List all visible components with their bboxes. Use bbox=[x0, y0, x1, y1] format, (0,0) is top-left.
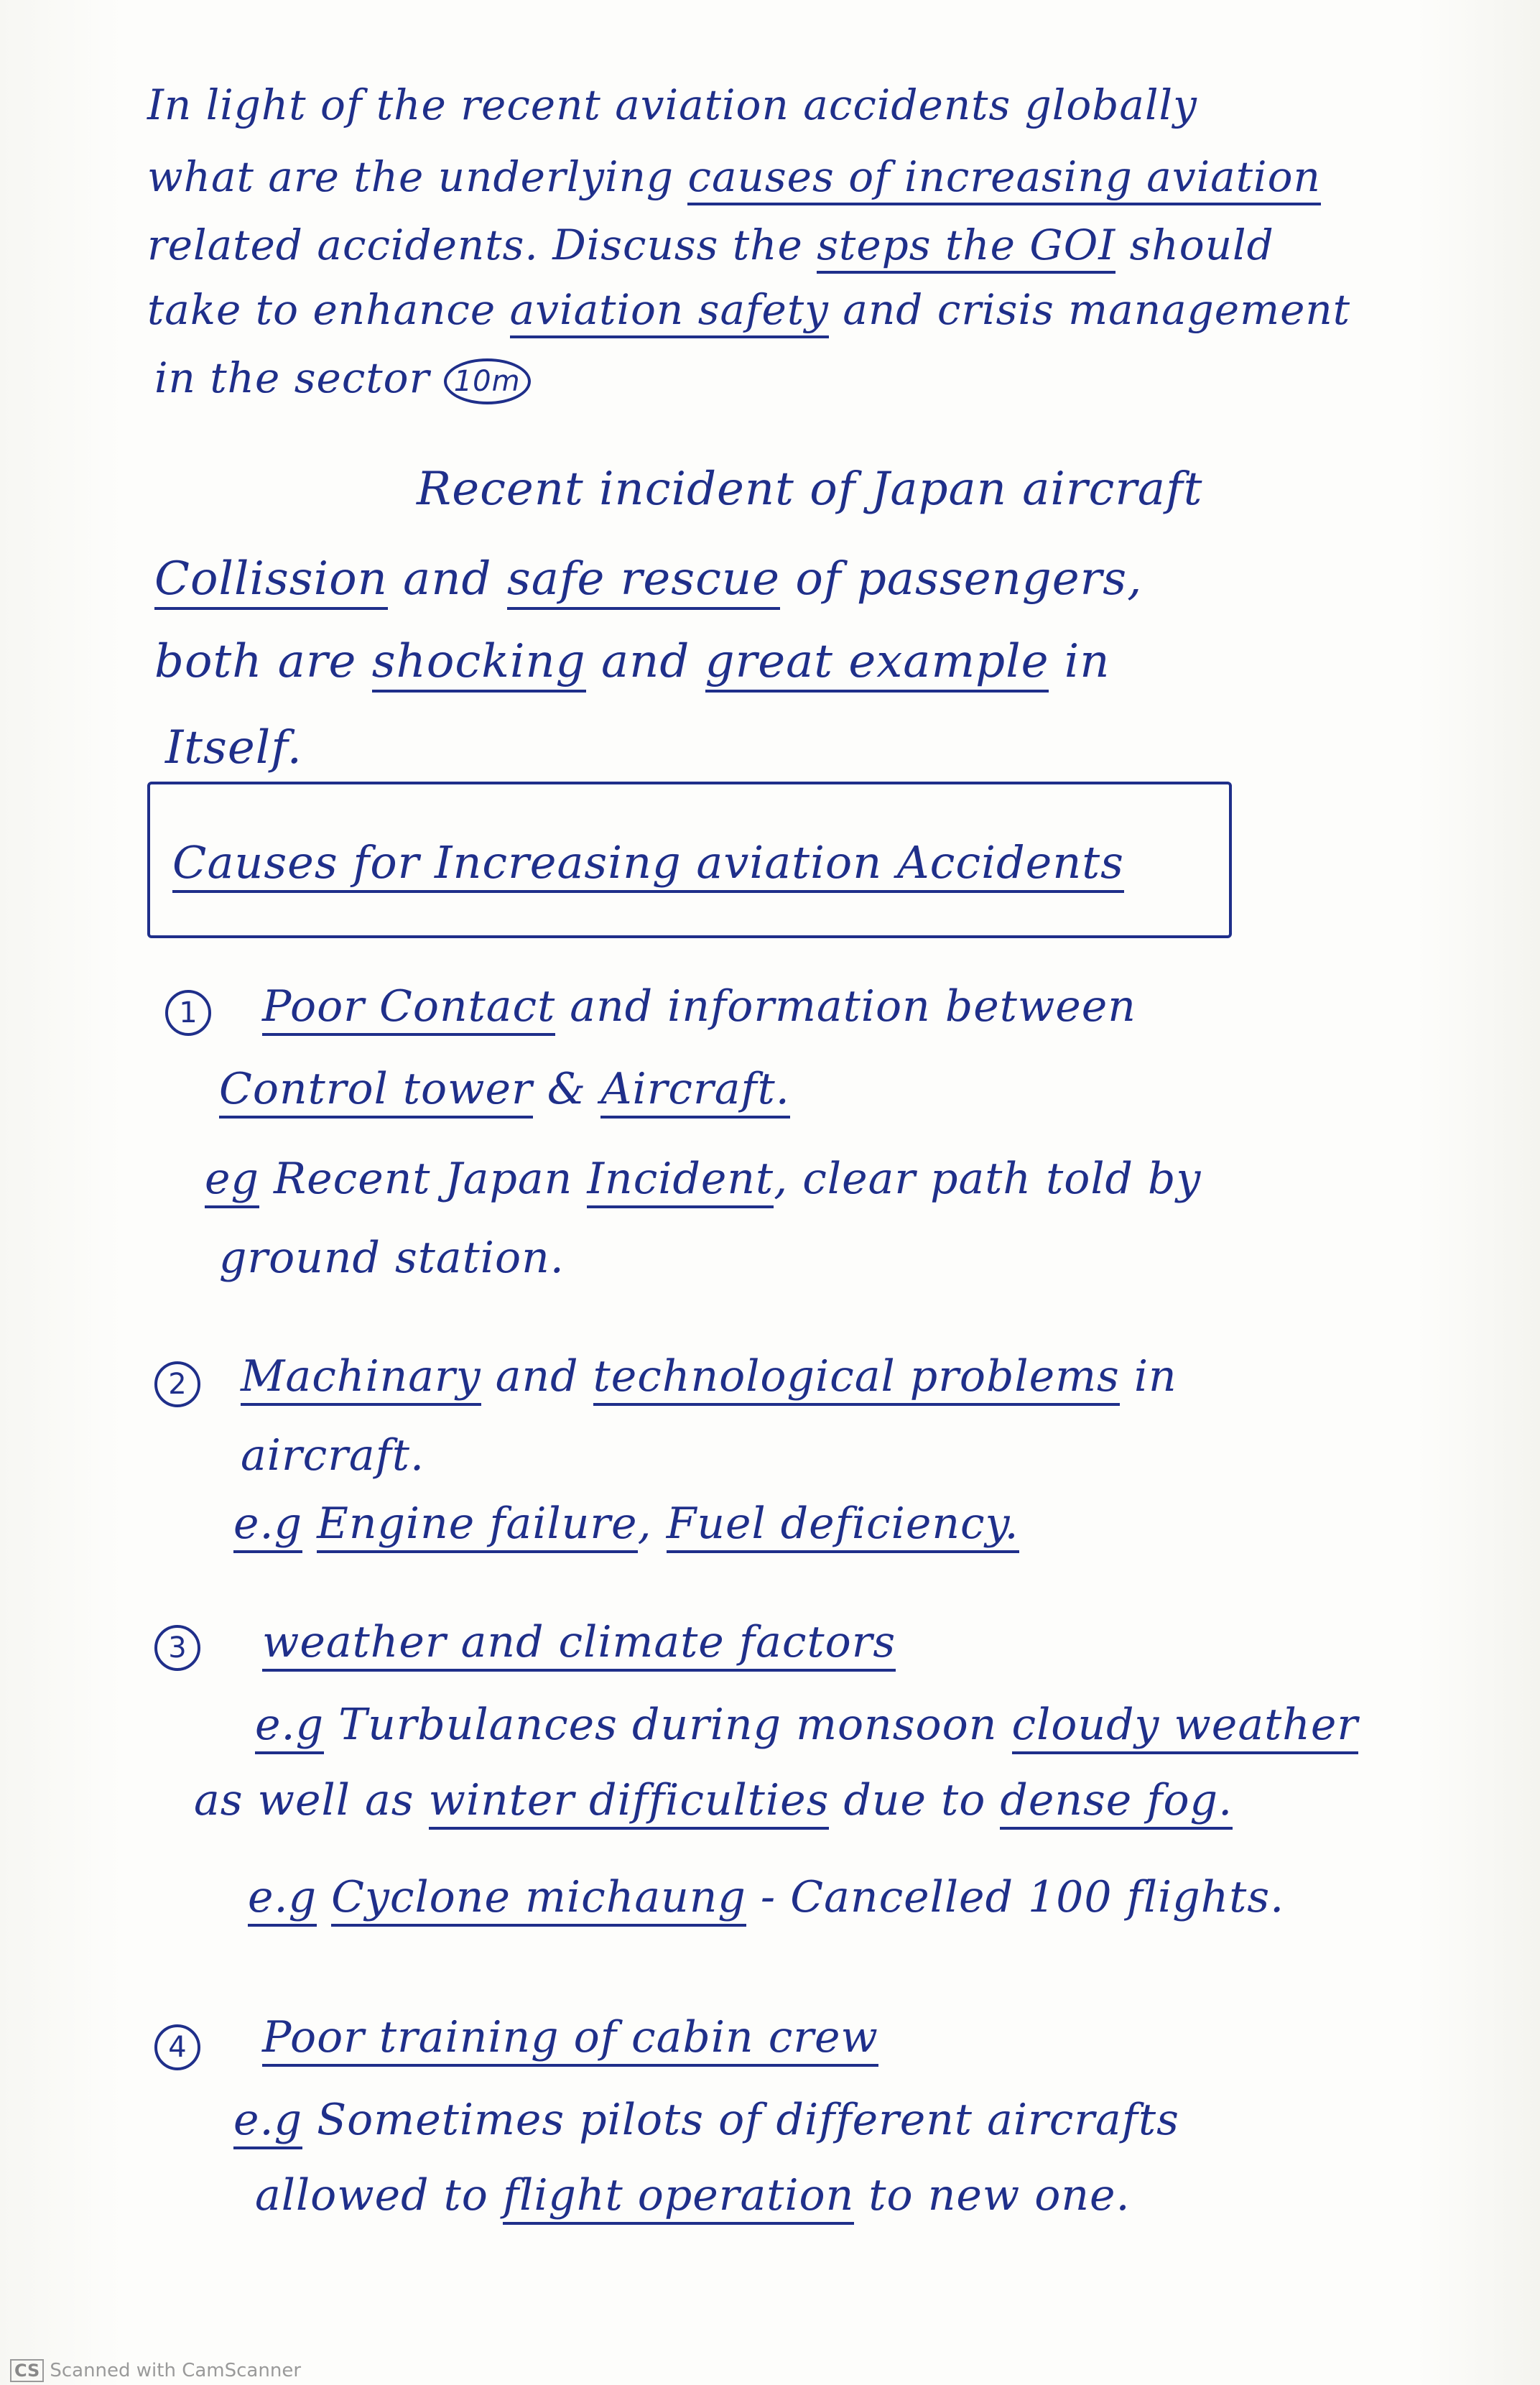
point-4-example-2 bbox=[255, 2169, 1131, 2221]
point-number-text: 4 bbox=[168, 2031, 187, 2064]
point-text: ground station. bbox=[219, 1233, 565, 1283]
underlined-phrase: causes of increasing aviation bbox=[687, 152, 1320, 205]
point-text: Sometimes pilots of different aircrafts bbox=[302, 2095, 1179, 2145]
intro-text: and bbox=[585, 635, 705, 688]
point-1-line-2 bbox=[219, 1063, 790, 1115]
question-line-5 bbox=[154, 352, 531, 404]
intro-line-4 bbox=[165, 722, 302, 774]
section-heading bbox=[172, 837, 1124, 889]
point-text: to new one. bbox=[854, 2170, 1131, 2220]
example-label: e.g bbox=[233, 2095, 302, 2149]
point-text: , bbox=[637, 1499, 667, 1549]
point-text: Recent Japan bbox=[259, 1154, 588, 1204]
point-1-example-2 bbox=[219, 1232, 565, 1284]
underlined-phrase: aviation safety bbox=[510, 285, 829, 338]
question-line-2 bbox=[147, 151, 1321, 203]
example-label: e.g bbox=[233, 1499, 302, 1553]
point-text: and information between bbox=[555, 981, 1136, 1032]
point-text bbox=[302, 1499, 317, 1549]
underlined-phrase: Incident bbox=[587, 1154, 774, 1208]
intro-line-2 bbox=[154, 553, 1142, 605]
example-label: eg bbox=[205, 1154, 259, 1208]
underlined-phrase: flight operation bbox=[503, 2170, 854, 2225]
point-text: - Cancelled 100 flights. bbox=[746, 1872, 1285, 1922]
underlined-phrase: Poor Contact bbox=[262, 981, 555, 1036]
point-3-example-2 bbox=[194, 1774, 1233, 1826]
question-text: related accidents. Discuss the bbox=[147, 221, 817, 269]
underlined-phrase: winter difficulties bbox=[429, 1775, 830, 1830]
underlined-phrase: dense fog. bbox=[1000, 1775, 1233, 1830]
point-text: , clear path told by bbox=[774, 1154, 1202, 1204]
underlined-phrase: Cyclone michaung bbox=[331, 1872, 746, 1927]
point-number-1 bbox=[165, 990, 211, 1036]
intro-text: in bbox=[1049, 635, 1110, 688]
intro-text: both are bbox=[154, 635, 372, 688]
example-label: e.g bbox=[255, 1700, 324, 1754]
intro-text: and bbox=[387, 552, 507, 606]
intro-line-1 bbox=[417, 463, 1202, 515]
watermark-text: Scanned with CamScanner bbox=[50, 2360, 302, 2381]
question-line-1 bbox=[147, 79, 1197, 131]
point-1-example-1 bbox=[205, 1153, 1201, 1205]
intro-line-3 bbox=[154, 636, 1110, 687]
underlined-phrase: safe rescue bbox=[507, 552, 780, 610]
example-label: e.g bbox=[248, 1872, 317, 1927]
point-number-text: 2 bbox=[168, 1368, 187, 1401]
point-text bbox=[317, 1872, 331, 1922]
point-text: in bbox=[1119, 1351, 1177, 1402]
question-text: take to enhance bbox=[147, 285, 510, 334]
point-4-example-1 bbox=[233, 2094, 1179, 2146]
underlined-phrase: Fuel deficiency. bbox=[667, 1499, 1019, 1553]
question-text: and crisis management bbox=[828, 285, 1351, 334]
point-3-example-3 bbox=[248, 1871, 1284, 1923]
camscanner-watermark bbox=[10, 2359, 301, 2382]
point-text: due to bbox=[829, 1775, 1001, 1825]
point-text: and bbox=[481, 1351, 593, 1402]
question-text: should bbox=[1115, 221, 1274, 269]
intro-text: of passengers, bbox=[780, 552, 1143, 606]
question-text: what are the underlying bbox=[147, 152, 688, 201]
question-text: in the sector bbox=[154, 353, 430, 402]
point-text: Turbulances during monsoon bbox=[324, 1700, 1012, 1750]
underlined-phrase: Aircraft. bbox=[600, 1064, 790, 1119]
underlined-phrase: Machinary bbox=[241, 1351, 481, 1406]
intro-text: Itself. bbox=[165, 721, 302, 774]
point-number-2 bbox=[154, 1361, 200, 1407]
question-line-4 bbox=[147, 284, 1350, 335]
point-3-example-1 bbox=[255, 1699, 1358, 1751]
point-2-line-2 bbox=[241, 1430, 425, 1481]
underlined-phrase: great example bbox=[705, 635, 1049, 693]
marks-badge: 10m bbox=[444, 358, 531, 404]
point-number-4 bbox=[154, 2024, 200, 2070]
underlined-phrase: Control tower bbox=[219, 1064, 533, 1119]
point-number-text: 1 bbox=[179, 996, 198, 1029]
point-2-line-1 bbox=[241, 1351, 1177, 1402]
point-text: aircraft. bbox=[241, 1430, 425, 1481]
camscanner-logo-icon: CS bbox=[10, 2359, 44, 2382]
point-text: & bbox=[532, 1064, 601, 1114]
question-line-3 bbox=[147, 219, 1274, 271]
question-text: In light of the recent aviation accidents globally bbox=[147, 80, 1197, 129]
underlined-phrase: cloudy weather bbox=[1012, 1700, 1359, 1754]
underlined-phrase: weather and climate factors bbox=[262, 1617, 896, 1672]
underlined-phrase: Engine failure bbox=[317, 1499, 637, 1553]
point-number-3 bbox=[154, 1625, 200, 1671]
heading-text: Causes for Increasing aviation Accidents bbox=[172, 836, 1124, 893]
point-text: as well as bbox=[194, 1775, 429, 1825]
underlined-phrase: Collission bbox=[154, 552, 388, 610]
underlined-phrase: technological problems bbox=[593, 1351, 1120, 1406]
intro-text: Recent incident of Japan aircraft bbox=[417, 463, 1203, 516]
point-3-line-1 bbox=[262, 1616, 896, 1668]
point-2-example-1 bbox=[233, 1498, 1019, 1550]
underlined-phrase: Poor training of cabin crew bbox=[262, 2012, 878, 2067]
point-number-text: 3 bbox=[168, 1631, 187, 1664]
point-4-line-1 bbox=[262, 2011, 878, 2063]
point-text: allowed to bbox=[255, 2170, 503, 2220]
underlined-phrase: steps the GOI bbox=[817, 221, 1115, 274]
underlined-phrase: shocking bbox=[372, 635, 586, 693]
point-1-line-1 bbox=[262, 981, 1136, 1032]
